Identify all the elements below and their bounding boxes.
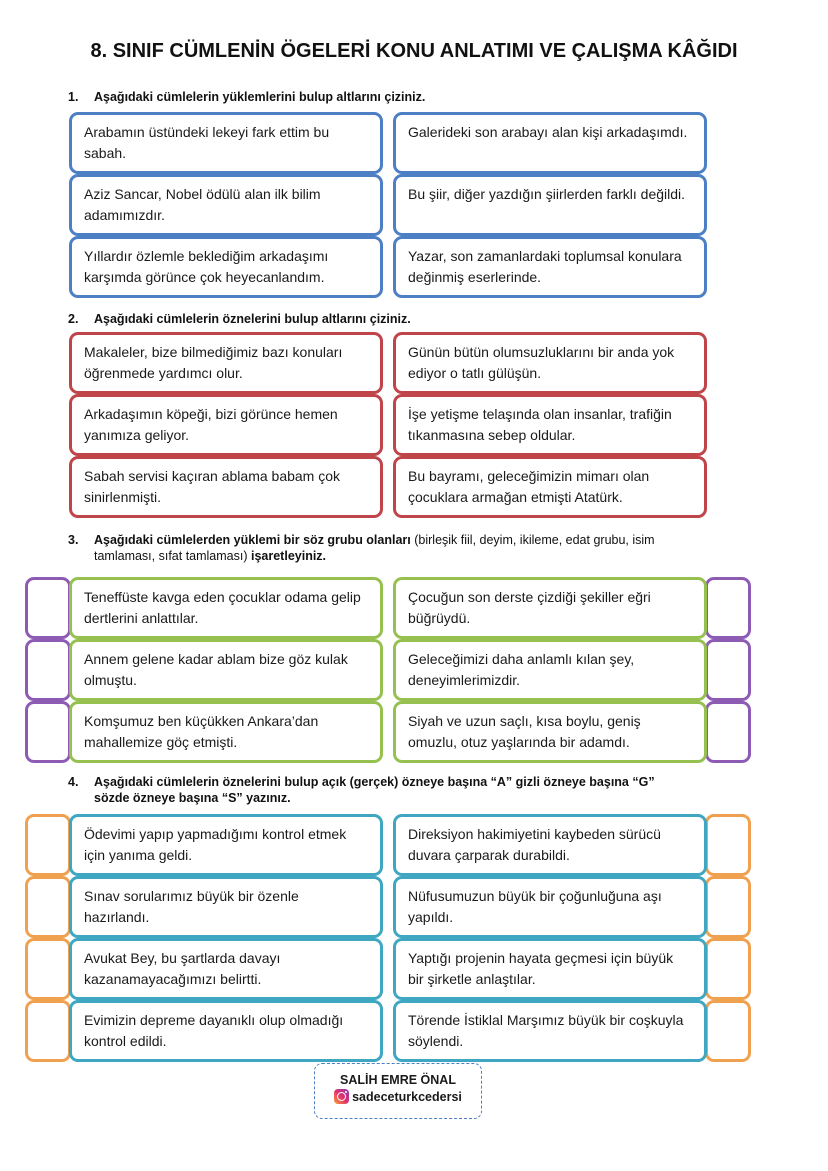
answer-box[interactable] <box>705 814 751 876</box>
answer-box[interactable] <box>25 938 71 1000</box>
question-4-instruction <box>68 774 655 806</box>
answer-box[interactable] <box>25 814 71 876</box>
instruction-text: Aşağıdaki cümlelerin öznelerini bulup altlarını çiziniz. <box>94 312 411 326</box>
sentence-box: İşe yetişme telaşında olan insanlar, trafiğin tıkanmasına sebep oldular. <box>393 394 707 456</box>
sentence-box: Yaptığı projenin hayata geçmesi için büyük bir şirketle anlaştılar. <box>393 938 707 1000</box>
instruction-text: tamlaması, sıfat tamlaması) <box>94 549 251 563</box>
sentence-box: Günün bütün olumsuzluklarını bir anda yok ediyor o tatlı gülüşün. <box>393 332 707 394</box>
answer-box[interactable] <box>705 876 751 938</box>
sentence-box: Komşumuz ben küçükken Ankara’dan mahallemize göç etmişti. <box>69 701 383 763</box>
sentence-box: Bu şiir, diğer yazdığın şiirlerden farklı değildi. <box>393 174 707 236</box>
sentence-box: Direksiyon hakimiyetini kaybeden sürücü duvara çarparak durabildi. <box>393 814 707 876</box>
answer-box[interactable] <box>705 1000 751 1062</box>
question-number: 2. <box>68 312 79 326</box>
answer-box[interactable] <box>705 938 751 1000</box>
sentence-box: Sabah servisi kaçıran ablama babam çok sinirlenmişti. <box>69 456 383 518</box>
sentence-box: Bu bayramı, geleceğimizin mimarı olan çocuklara armağan etmişti Atatürk. <box>393 456 707 518</box>
answer-box[interactable] <box>25 876 71 938</box>
sentence-box: Aziz Sancar, Nobel ödülü alan ilk bilim adamımızdır. <box>69 174 383 236</box>
sentence-box: Siyah ve uzun saçlı, kısa boylu, geniş omuzlu, otuz yaşlarında bir adamdı. <box>393 701 707 763</box>
answer-checkbox[interactable] <box>25 701 71 763</box>
sentence-box: Galerideki son arabayı alan kişi arkadaşımdı. <box>393 112 707 174</box>
question-number: 1. <box>68 90 79 104</box>
sentence-box: Teneffüste kavga eden çocuklar odama gelip dertlerini anlattılar. <box>69 577 383 639</box>
sentence-box: Yazar, son zamanlardaki toplumsal konulara değinmiş eserlerinde. <box>393 236 707 298</box>
social-handle[interactable] <box>315 1089 481 1104</box>
question-number: 4. <box>68 775 79 789</box>
question-3-instruction <box>68 532 655 564</box>
sentence-box: Sınav sorularımız büyük bir özenle hazırlandı. <box>69 876 383 938</box>
question-1-instruction <box>68 89 425 105</box>
question-number: 3. <box>68 533 79 547</box>
instruction-text: işaretleyiniz. <box>250 549 327 563</box>
sentence-box: Annem gelene kadar ablam bize göz kulak olmuştu. <box>69 639 383 701</box>
sentence-box: Avukat Bey, bu şartlarda davayı kazanamayacağımızı belirtti. <box>69 938 383 1000</box>
sentence-box: Törende İstiklal Marşımız büyük bir coşkuyla söylendi. <box>393 1000 707 1062</box>
handle-text: sadeceturkcedersi <box>352 1089 462 1104</box>
sentence-box: Çocuğun son derste çizdiği şekiller eğri büğrüydü. <box>393 577 707 639</box>
answer-checkbox[interactable] <box>705 639 751 701</box>
answer-box[interactable] <box>25 1000 71 1062</box>
answer-checkbox[interactable] <box>705 701 751 763</box>
instruction-text: Aşağıdaki cümlelerin yüklemlerini bulup altlarını çiziniz. <box>94 90 426 104</box>
author-credit <box>314 1063 482 1119</box>
question-2-instruction <box>68 311 411 327</box>
instruction-text: Aşağıdaki cümlelerden yüklemi bir söz grubu olanları <box>94 533 411 547</box>
instruction-text: sözde özneye başına “S” yazınız. <box>94 791 291 805</box>
sentence-box: Geleceğimizi daha anlamlı kılan şey, deneyimlerimizdir. <box>393 639 707 701</box>
sentence-box: Arkadaşımın köpeği, bizi görünce hemen yanımıza geliyor. <box>69 394 383 456</box>
sentence-box: Arabamın üstündeki lekeyi fark ettim bu sabah. <box>69 112 383 174</box>
sentence-box: Nüfusumuzun büyük bir çoğunluğuna aşı yapıldı. <box>393 876 707 938</box>
page-title: 8. SINIF CÜMLENİN ÖGELERİ KONU ANLATIMI VE ÇALIŞMA KÂĞIDI <box>90 40 738 62</box>
answer-checkbox[interactable] <box>705 577 751 639</box>
sentence-box: Yıllardır özlemle beklediğim arkadaşımı karşımda görünce çok heyecanlandım. <box>69 236 383 298</box>
sentence-box: Makaleler, bize bilmediğimiz bazı konuları öğrenmede yardımcı olur. <box>69 332 383 394</box>
answer-checkbox[interactable] <box>25 577 71 639</box>
answer-checkbox[interactable] <box>25 639 71 701</box>
author-name: SALİH EMRE ÖNAL <box>340 1073 456 1087</box>
sentence-box: Ödevimi yapıp yapmadığımı kontrol etmek için yanıma geldi. <box>69 814 383 876</box>
instagram-icon <box>334 1089 349 1104</box>
instruction-text: (birleşik fiil, deyim, ikileme, edat grubu, isim <box>410 533 655 547</box>
sentence-box: Evimizin depreme dayanıklı olup olmadığı kontrol edildi. <box>69 1000 383 1062</box>
instruction-text: Aşağıdaki cümlelerin öznelerini bulup açık (gerçek) özneye başına “A” gizli özneye başına “G” <box>94 775 655 789</box>
